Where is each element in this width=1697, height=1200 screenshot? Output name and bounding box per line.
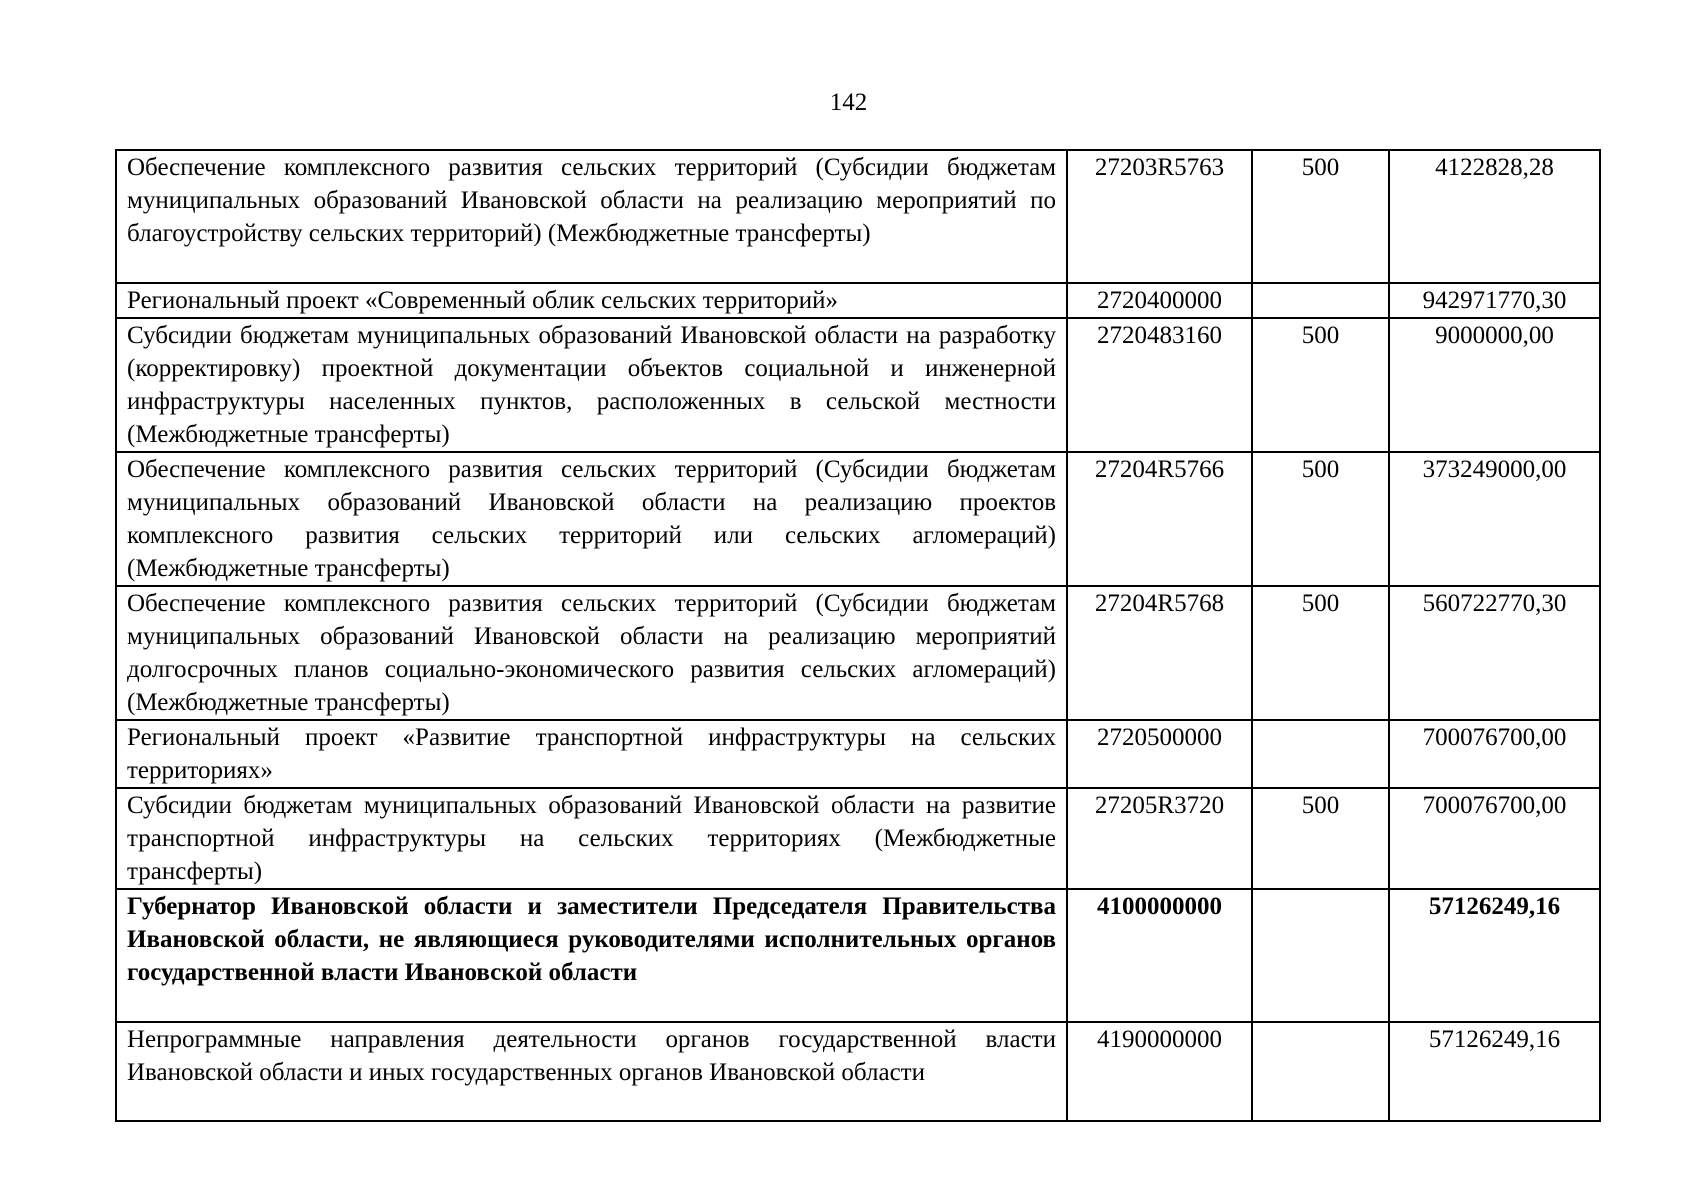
budget-table [115, 149, 1601, 1122]
table-row [116, 788, 1600, 889]
row-amount: 57126249,16 [1389, 889, 1600, 1022]
row-code: 4190000000 [1067, 1022, 1252, 1121]
row-description: Региональный проект «Современный облик сельских территорий» [116, 283, 1067, 318]
row-amount: 373249000,00 [1389, 452, 1600, 586]
row-description: Непрограммные направления деятельности органов государственной власти Ивановской области и иных государственных органов Ивановской области [116, 1022, 1067, 1121]
table-row [116, 452, 1600, 586]
row-expense-type [1252, 283, 1389, 318]
row-expense-type: 500 [1252, 586, 1389, 720]
row-amount: 57126249,16 [1389, 1022, 1600, 1121]
row-expense-type: 500 [1252, 452, 1389, 586]
row-expense-type [1252, 1022, 1389, 1121]
row-expense-type [1252, 889, 1389, 1022]
row-code: 27205R3720 [1067, 788, 1252, 889]
row-description: Региональный проект «Развитие транспортной инфраструктуры на сельских территориях» [116, 720, 1067, 788]
row-code: 2720483160 [1067, 318, 1252, 452]
table-row [116, 318, 1600, 452]
row-code: 4100000000 [1067, 889, 1252, 1022]
table-row [116, 586, 1600, 720]
table-row [116, 889, 1600, 1022]
row-amount: 9000000,00 [1389, 318, 1600, 452]
row-amount: 560722770,30 [1389, 586, 1600, 720]
row-code: 2720500000 [1067, 720, 1252, 788]
table-row [116, 283, 1600, 318]
row-expense-type: 500 [1252, 318, 1389, 452]
row-code: 27204R5766 [1067, 452, 1252, 586]
row-expense-type: 500 [1252, 788, 1389, 889]
table-row [116, 1022, 1600, 1121]
row-amount: 700076700,00 [1389, 788, 1600, 889]
row-description: Обеспечение комплексного развития сельских территорий (Субсидии бюджетам муниципальных образований Ивановской области на реализацию мероприятий по благоустройству сельских территорий) (Межбюджетные трансферты) [116, 150, 1067, 283]
page-number: 142 [829, 89, 868, 116]
row-description: Губернатор Ивановской области и заместители Председателя Правительства Ивановской области, не являющиеся руководителями исполнительных органов государственной власти Ивановской области [116, 889, 1067, 1022]
row-description: Обеспечение комплексного развития сельских территорий (Субсидии бюджетам муниципальных образований Ивановской области на реализацию мероприятий долгосрочных планов социально-экономического развития сельских агломераций) (Межбюджетные трансферты) [116, 586, 1067, 720]
row-description: Субсидии бюджетам муниципальных образований Ивановской области на разработку (корректировку) проектной документации объектов социальной и инженерной инфраструктуры населенных пунктов, расположенных в сельской местности (Межбюджетные трансферты) [116, 318, 1067, 452]
table-row [116, 720, 1600, 788]
row-amount: 700076700,00 [1389, 720, 1600, 788]
row-description: Субсидии бюджетам муниципальных образований Ивановской области на развитие транспортной инфраструктуры на сельских территориях (Межбюджетные трансферты) [116, 788, 1067, 889]
row-description: Обеспечение комплексного развития сельских территорий (Субсидии бюджетам муниципальных образований Ивановской области на реализацию проектов комплексного развития сельских территорий или сельских агломераций) (Межбюджетные трансферты) [116, 452, 1067, 586]
row-expense-type [1252, 720, 1389, 788]
row-code: 2720400000 [1067, 283, 1252, 318]
row-amount: 942971770,30 [1389, 283, 1600, 318]
row-expense-type: 500 [1252, 150, 1389, 283]
row-code: 27203R5763 [1067, 150, 1252, 283]
row-code: 27204R5768 [1067, 586, 1252, 720]
table-row [116, 150, 1600, 283]
row-amount: 4122828,28 [1389, 150, 1600, 283]
